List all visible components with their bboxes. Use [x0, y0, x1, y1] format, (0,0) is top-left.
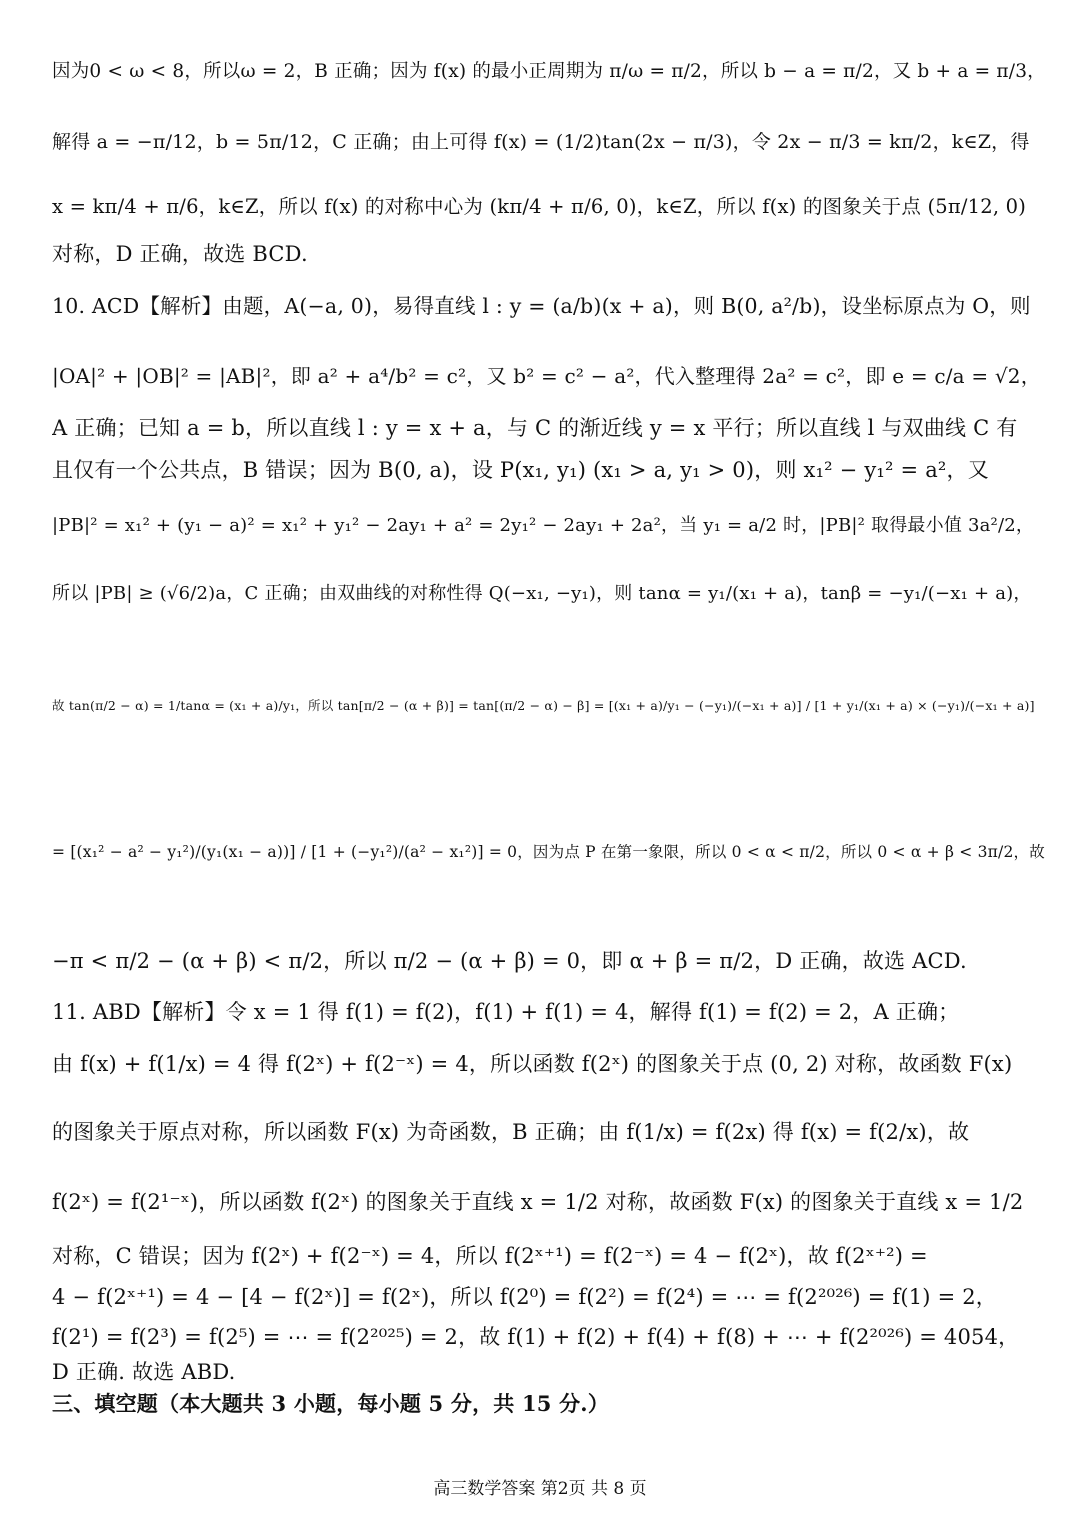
page-footer: 高三数学答案 第2页 共 8 页: [433, 1479, 647, 1499]
text-line: 所以 |PB| ≥ (√6/2)a，C 正确；由双曲线的对称性得 Q(−x₁, −y₁)，则 tanα = y₁/(x₁ + a)，tanβ = −y₁/(−x₁ + a)，: [52, 583, 1032, 604]
text-line: |OA|² + |OB|² = |AB|²，即 a² + a⁴/b² = c²，又 b² = c² − a²，代入整理得 2a² = c²，即 e = c/a = √2，: [52, 364, 1041, 388]
section-heading: 三、填空题（本大题共 3 小题，每小题 5 分，共 15 分.）: [52, 1391, 610, 1416]
text-line: f(2¹) = f(2³) = f(2⁵) = ⋯ = f(2²⁰²⁵) = 2，故 f(1) + f(2) + f(4) + f(8) + ⋯ + f(2²⁰²⁶) = 4054，: [52, 1325, 1020, 1349]
text-line: 故 tan(π/2 − α) = 1/tanα = (x₁ + a)/y₁，所以 tan[π/2 − (α + β)] = tan[(π/2 − α) − β] = [(x₁ + a)/y₁ − (−y₁)/(−x₁ + a)] / [1 + y₁/(x₁ + a) × (−y₁)/(−x₁ + a)]: [52, 698, 1035, 713]
text-line: 解得 a = −π/12，b = 5π/12，C 正确；由上可得 f(x) = (1/2)tan(2x − π/3)，令 2x − π/3 = kπ/2，k∈Z，得: [52, 131, 1030, 153]
text-line: 因为0 < ω < 8，所以ω = 2，B 正确；因为 f(x) 的最小正周期为 π/ω = π/2，所以 b − a = π/2，又 b + a = π/3，: [52, 61, 1046, 82]
text-line: 的图象关于原点对称，所以函数 F(x) 为奇函数，B 正确；由 f(1/x) = f(2x) 得 f(x) = f(2/x)，故: [52, 1120, 970, 1144]
text-line: 4 − f(2ˣ⁺¹) = 4 − [4 − f(2ˣ)] = f(2ˣ)，所以 f(2⁰) = f(2²) = f(2⁴) = ⋯ = f(2²⁰²⁶) = f(1) = 2，: [52, 1285, 997, 1309]
text-line: 对称，C 错误；因为 f(2ˣ) + f(2⁻ˣ) = 4，所以 f(2ˣ⁺¹) = f(2⁻ˣ) = 4 − f(2ˣ)，故 f(2ˣ⁺²) =: [52, 1244, 928, 1268]
text-line: |PB|² = x₁² + (y₁ − a)² = x₁² + y₁² − 2ay₁ + a² = 2y₁² − 2ay₁ + 2a²，当 y₁ = a/2 时，|PB|² 取得最小值 3a²/2，: [52, 515, 1035, 536]
text-line: 10. ACD【解析】由题，A(−a, 0)，易得直线 l : y = (a/b)(x + a)，则 B(0, a²/b)，设坐标原点为 O，则: [52, 294, 1031, 318]
text-line: 11. ABD【解析】令 x = 1 得 f(1) = f(2)，f(1) + f(1) = 4，解得 f(1) = f(2) = 2，A 正确；: [52, 1000, 960, 1024]
text-line: x = kπ/4 + π/6，k∈Z，所以 f(x) 的对称中心为 (kπ/4 + π/6, 0)，k∈Z，所以 f(x) 的图象关于点 (5π/12, 0): [52, 195, 1027, 218]
text-line: D 正确. 故选 ABD.: [52, 1360, 236, 1384]
text-line: 由 f(x) + f(1/x) = 4 得 f(2ˣ) + f(2⁻ˣ) = 4，所以函数 f(2ˣ) 的图象关于点 (0, 2) 对称，故函数 F(x): [52, 1052, 1013, 1076]
text-line: 且仅有一个公共点，B 错误；因为 B(0, a)，设 P(x₁, y₁) (x₁ > a, y₁ > 0)，则 x₁² − y₁² = a²，又: [52, 458, 989, 482]
text-line: −π < π/2 − (α + β) < π/2，所以 π/2 − (α + β) = 0，即 α + β = π/2，D 正确，故选 ACD.: [52, 949, 967, 973]
text-line: A 正确；已知 a = b，所以直线 l : y = x + a，与 C 的渐近线 y = x 平行；所以直线 l 与双曲线 C 有: [52, 416, 1018, 440]
text-line: f(2ˣ) = f(2¹⁻ˣ)，所以函数 f(2ˣ) 的图象关于直线 x = 1/2 对称，故函数 F(x) 的图象关于直线 x = 1/2: [52, 1190, 1024, 1214]
text-line: = [(x₁² − a² − y₁²)/(y₁(x₁ − a))] / [1 + (−y₁²)/(a² − x₁²)] = 0，因为点 P 在第一象限，所以 0 < α < π/2，所以 0 < α + β < 3π/2，故: [52, 843, 1045, 861]
text-line: 对称，D 正确，故选 BCD.: [52, 242, 308, 266]
